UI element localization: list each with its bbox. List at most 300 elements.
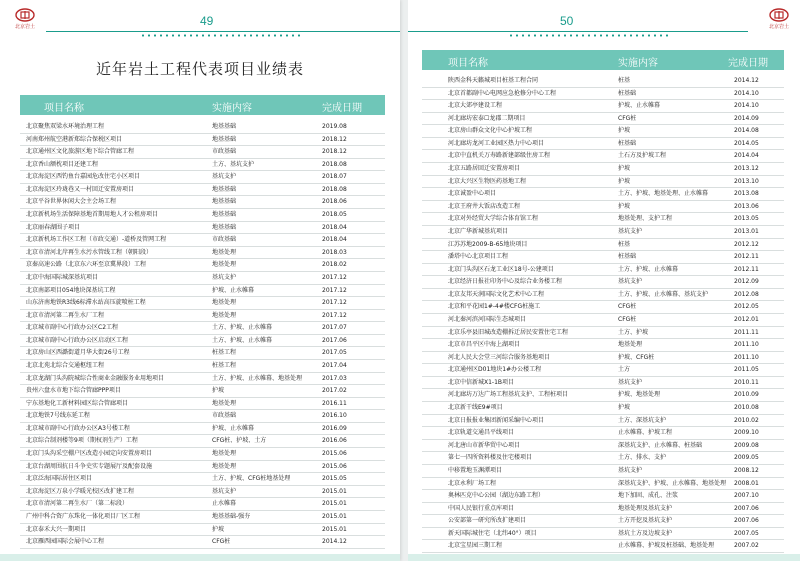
project-name-cell: 北京诚盈中心项目 xyxy=(448,190,497,198)
project-table-right xyxy=(422,75,784,553)
date-cell: 2010.08 xyxy=(734,404,759,412)
table-row xyxy=(422,478,784,491)
date-cell: 2012.09 xyxy=(734,278,759,286)
content-cell: 土方、深基坑支护 xyxy=(618,416,667,424)
date-cell: 2016.09 xyxy=(322,424,347,432)
table-row xyxy=(422,377,784,390)
project-name-cell: 河北唐山市新华贸中心项目 xyxy=(448,441,521,449)
table-row xyxy=(422,289,784,302)
content-cell: 地基处理 xyxy=(618,341,643,349)
content-cell: 土方、护坡、CFG桩地基处理 xyxy=(212,475,291,483)
content-cell: 土方、基坑支护 xyxy=(212,160,255,168)
project-name-cell: 河北廊坊龙河工业园区热力中心项目 xyxy=(448,139,545,147)
header-rule xyxy=(408,31,748,32)
table-row xyxy=(422,402,784,415)
date-cell: 2017.05 xyxy=(322,349,347,357)
project-name-cell: 北京海淀区玲珑巷又一村回迁安置房项目 xyxy=(26,185,135,193)
content-cell: 深基坑支护、止水帷幕、桩基础 xyxy=(618,441,703,449)
project-name-cell: 北京五路居回迁安置房项目 xyxy=(448,165,521,173)
content-cell: 桩基础 xyxy=(618,89,637,97)
content-cell: 地基处理 xyxy=(212,450,237,458)
date-cell: 2009.05 xyxy=(734,454,759,462)
date-cell: 2019.08 xyxy=(322,123,347,130)
project-name-cell: 北京南部项目054地块深基坑工程 xyxy=(26,286,116,294)
content-cell: 地基基础 xyxy=(212,223,237,231)
project-name-cell: 北京房山群众文化中心护坡工程 xyxy=(448,127,533,135)
date-cell: 2007.05 xyxy=(734,529,759,537)
footer-bar xyxy=(0,554,400,561)
date-cell: 2017.12 xyxy=(322,311,347,319)
header-rule xyxy=(46,31,400,32)
right-page xyxy=(408,0,800,561)
content-cell: 地基基础 xyxy=(212,135,237,143)
content-cell: CFG桩 xyxy=(212,538,231,546)
header-date: 完成日期 xyxy=(322,103,362,114)
date-cell: 2014.08 xyxy=(734,127,759,135)
project-name-cell: 北京市清河第二再生水厂（第二标段） xyxy=(26,500,129,508)
content-cell: CFG桩 xyxy=(618,315,637,323)
table-row xyxy=(20,134,385,147)
date-cell: 2009.10 xyxy=(734,429,759,437)
table-row xyxy=(422,339,784,352)
table-row xyxy=(20,347,385,360)
content-cell: 基坑支护 xyxy=(618,278,643,286)
table-row xyxy=(20,322,385,335)
content-cell: 护坡、CFG桩 xyxy=(618,353,655,361)
content-cell: 土方、护坡、止水帷幕 xyxy=(212,324,273,332)
project-name-cell: 北京大郊亭建设工程 xyxy=(448,102,503,110)
project-name-cell: 北京中信新城X1-1B项目 xyxy=(448,378,515,386)
project-name-cell: 北京中直机关万寿路新建部级住房工程 xyxy=(448,152,551,160)
date-cell: 2015.01 xyxy=(322,500,347,508)
page-title: 近年岩土工程代表项目业绩表 xyxy=(95,60,304,78)
table-row xyxy=(20,259,385,272)
date-cell: 2014.10 xyxy=(734,89,759,97)
table-row xyxy=(20,121,385,134)
project-name-cell: 北京对外经贸大学综合体育馆工程 xyxy=(448,215,539,223)
logo-text: 北京岩土 xyxy=(14,24,35,30)
content-cell: 地基处理 xyxy=(212,311,237,319)
date-cell: 2013.12 xyxy=(734,165,759,173)
content-cell: 地基基础 xyxy=(212,123,237,130)
content-cell: 护坡 xyxy=(618,127,631,135)
content-cell: 地基基础-强夯 xyxy=(212,512,251,520)
content-cell: 止水帷幕 xyxy=(212,500,237,508)
project-name-cell: 江苏苏地2009-B-65地块项目 xyxy=(448,240,528,248)
content-cell: 桩基础 xyxy=(618,139,637,147)
table-row xyxy=(20,398,385,411)
project-name-cell: 北京友邦天润国际文化艺术中心工程 xyxy=(448,290,545,298)
project-name-cell: 北京市清河北岸再生水污水管线工程（朝阳段） xyxy=(26,248,153,256)
project-name-cell: 北京中海国际城深基坑项目 xyxy=(26,273,99,281)
project-name-cell: 北京通州区文化旅游区地下综合管廊工程 xyxy=(26,148,135,156)
project-name-cell: 北京经济日报社印务中心及综合业务楼工程 xyxy=(448,278,563,286)
table-row xyxy=(20,410,385,423)
content-cell: 地基基础 xyxy=(212,185,237,193)
project-name-cell: 北京市昌平区中海上湖项目 xyxy=(448,341,521,349)
date-cell: 2017.03 xyxy=(322,374,347,382)
table-row xyxy=(422,264,784,277)
company-logo xyxy=(766,8,792,30)
content-cell: 地基基础 xyxy=(212,211,237,219)
content-cell: 市政基础 xyxy=(212,236,237,244)
header-date: 完成日期 xyxy=(728,58,768,69)
date-cell: 2011.05 xyxy=(734,366,759,374)
content-cell: 护坡、止水帷幕 xyxy=(212,286,255,294)
table-row xyxy=(20,448,385,461)
content-cell: 土方、护坡、止水帷幕 xyxy=(618,265,679,273)
project-name-cell: 贵州六盘水市地下综合管廊PPP项目 xyxy=(26,387,121,395)
date-cell: 2018.12 xyxy=(322,148,347,156)
content-cell: 市政基础 xyxy=(212,148,237,156)
project-name-cell: 奥林匹克中心公园（湖边东路工程） xyxy=(448,492,545,500)
table-header xyxy=(422,50,784,70)
project-name-cell: 北京台湖周围抗日斗争史实专题展厅及配套设施 xyxy=(26,462,153,470)
content-cell: 土方、护坡、止水帷幕 xyxy=(212,336,273,344)
project-name-cell: 河南郑州航空港新郑综合保税区项目 xyxy=(26,135,123,143)
date-cell: 2013.01 xyxy=(734,227,759,235)
project-name-cell: 山东济南地铁R3线6标滞水站高压旋喷桩工程 xyxy=(26,299,146,307)
date-cell: 2008.12 xyxy=(734,466,759,474)
table-row xyxy=(422,201,784,214)
project-name-cell: 北京首都副中心电网应急抢修分中心工程 xyxy=(448,89,557,97)
date-cell: 2014.05 xyxy=(734,139,759,147)
table-row xyxy=(422,88,784,101)
date-cell: 2012.08 xyxy=(734,290,759,298)
date-cell: 2009.08 xyxy=(734,441,759,449)
date-cell: 2014.04 xyxy=(734,152,759,160)
logo-mark-icon xyxy=(769,8,789,22)
table-row xyxy=(20,473,385,486)
project-name-cell: 北京门头沟采空棚户区改造小园定向安置房项目 xyxy=(26,450,153,458)
date-cell: 2014.09 xyxy=(734,114,759,122)
table-row xyxy=(20,524,385,537)
table-row xyxy=(20,184,385,197)
content-cell: 护坡、地基处理 xyxy=(618,391,661,399)
date-cell: 2014.12 xyxy=(322,538,347,546)
date-cell: 2017.04 xyxy=(322,361,347,369)
project-name-cell: 公安部第一研究所改扩建项目 xyxy=(448,517,527,525)
table-row xyxy=(20,536,385,549)
table-row xyxy=(422,251,784,264)
project-name-cell: 河北秦河滨河国际生态城项目 xyxy=(448,315,527,323)
project-name-cell: 北京宝星园三期工程 xyxy=(448,542,503,550)
table-row xyxy=(20,146,385,159)
date-cell: 2012.12 xyxy=(734,240,759,248)
table-row xyxy=(20,423,385,436)
date-cell: 2017.06 xyxy=(322,336,347,344)
project-name-cell: 北京轨道交通昌平线项目 xyxy=(448,429,515,437)
table-row xyxy=(20,385,385,398)
content-cell: 地基处理 xyxy=(212,299,237,307)
project-name-cell: 中国人民银行重点库项目 xyxy=(448,504,515,512)
table-row xyxy=(20,297,385,310)
table-row xyxy=(20,511,385,524)
date-cell: 2018.12 xyxy=(322,135,347,143)
table-row xyxy=(422,515,784,528)
date-cell: 2013.05 xyxy=(734,215,759,223)
date-cell: 2018.08 xyxy=(322,185,347,193)
date-cell: 2007.06 xyxy=(734,504,759,512)
project-table-left xyxy=(20,121,385,549)
header-content: 实施内容 xyxy=(212,103,252,114)
content-cell: 市政基础 xyxy=(212,412,237,420)
content-cell: 止水帷幕、护坡工程 xyxy=(618,429,673,437)
content-cell: 基坑土方及边坡支护 xyxy=(618,529,673,537)
header-project-name: 项目名称 xyxy=(44,103,84,114)
table-row xyxy=(20,247,385,260)
table-row xyxy=(422,352,784,365)
project-name-cell: 京秦高速公路（北京东六环至京冀界段）工程 xyxy=(26,261,147,269)
project-name-cell: 河北廊坊万达广场工程基坑支护、工程桩项目 xyxy=(448,391,569,399)
content-cell: CFG桩 xyxy=(618,303,637,311)
date-cell: 2011.10 xyxy=(734,353,759,361)
content-cell: CFG桩、护坡、土方 xyxy=(212,437,267,445)
content-cell: 护坡 xyxy=(212,525,225,533)
content-cell: 护坡 xyxy=(618,202,631,210)
table-row xyxy=(20,234,385,247)
date-cell: 2011.11 xyxy=(734,328,759,336)
date-cell: 2013.10 xyxy=(734,177,759,185)
table-row xyxy=(422,226,784,239)
content-cell: 土方开挖及基坑支护 xyxy=(618,517,673,525)
project-name-cell: 北京城市副中心行政办公区A3号楼工程 xyxy=(26,424,130,432)
table-row xyxy=(422,314,784,327)
project-name-cell: 北京和平花园1#-4#楼CFG桩施工 xyxy=(448,303,541,311)
project-name-cell: 北京市清河第二再生水厂工程 xyxy=(26,311,105,319)
project-name-cell: 北京房山区西潞街道月华大街26号工程 xyxy=(26,349,130,357)
date-cell: 2010.11 xyxy=(734,378,759,386)
table-row xyxy=(422,125,784,138)
table-row xyxy=(422,188,784,201)
table-row xyxy=(422,465,784,478)
project-name-cell: 北京城市副中心行政办公区启动区工程 xyxy=(26,336,129,344)
content-cell: 地下加固、成孔、注浆 xyxy=(618,492,679,500)
table-row xyxy=(20,498,385,511)
project-name-cell: 北京丽春湖围子项目 xyxy=(26,223,81,231)
content-cell: 土方、护坡、止水帷幕、地基处理 xyxy=(212,374,303,382)
date-cell: 2017.12 xyxy=(322,273,347,281)
table-row xyxy=(20,222,385,235)
date-cell: 2007.10 xyxy=(734,492,759,500)
table-row xyxy=(20,486,385,499)
content-cell: 基坑支护 xyxy=(212,273,237,281)
content-cell: 地基处理及基坑支护 xyxy=(618,504,673,512)
project-name-cell: 新天国际城住宅（北纬40°）项目 xyxy=(448,529,537,537)
content-cell: 土方、排水、支护 xyxy=(618,454,667,462)
table-row xyxy=(422,440,784,453)
content-cell: 地基处理 xyxy=(212,248,237,256)
date-cell: 2016.06 xyxy=(322,437,347,445)
project-name-cell: 北京北苑北综合交通枢纽工程 xyxy=(26,361,105,369)
content-cell: 基坑支护 xyxy=(212,173,237,181)
logo-mark-icon xyxy=(15,8,35,22)
project-name-cell: 北京海淀区万泉小学暖光校区改扩建工程 xyxy=(26,487,135,495)
content-cell: 土方、护坡、地基处理、止水帷幕 xyxy=(618,190,709,198)
table-row xyxy=(422,150,784,163)
date-cell: 2017.02 xyxy=(322,387,347,395)
date-cell: 2016.11 xyxy=(322,399,347,407)
table-row xyxy=(422,138,784,151)
table-row xyxy=(422,452,784,465)
date-cell: 2016.10 xyxy=(322,412,347,420)
table-row xyxy=(422,100,784,113)
content-cell: 基坑支护 xyxy=(618,227,643,235)
date-cell: 2015.05 xyxy=(322,475,347,483)
project-name-cell: 北京龙湖门头沟院城综合性商业金融服务业用地项目 xyxy=(26,374,165,382)
date-cell: 2010.09 xyxy=(734,391,759,399)
table-row xyxy=(422,276,784,289)
project-name-cell: 北京新机场生活保障基地首期用地人才公租房项目 xyxy=(26,211,159,219)
table-row xyxy=(20,196,385,209)
table-row xyxy=(20,360,385,373)
table-row xyxy=(20,272,385,285)
content-cell: 基坑支护 xyxy=(618,378,643,386)
date-cell: 2017.07 xyxy=(322,324,347,332)
content-cell: 深基坑支护、护坡、止水帷幕、地基处理 xyxy=(618,479,726,487)
table-row xyxy=(422,75,784,88)
date-cell: 2012.11 xyxy=(734,253,759,261)
content-cell: 桩基工程 xyxy=(212,349,237,357)
date-cell: 2017.12 xyxy=(322,299,347,307)
content-cell: 桩基 xyxy=(618,240,631,248)
table-row xyxy=(20,171,385,184)
project-name-cell: 北京通州区D01地块1#办公楼工程 xyxy=(448,366,542,374)
date-cell: 2018.04 xyxy=(322,223,347,231)
project-name-cell: 北京海淀区西钓鱼台嘉园危改住宅小区项目 xyxy=(26,173,141,181)
project-name-cell: 北京广华新城基坑项目 xyxy=(448,227,509,235)
date-cell: 2017.12 xyxy=(322,286,347,294)
table-row xyxy=(422,239,784,252)
project-name-cell: 北京大兴区生物医药基地工程 xyxy=(448,177,527,185)
project-name-cell: 北京新机场工作区工程（市政交通）-道桥及管网工程 xyxy=(26,236,167,244)
date-cell: 2010.02 xyxy=(734,416,759,424)
project-name-cell: 北京王府井大饭店改造工程 xyxy=(448,202,521,210)
date-cell: 2012.11 xyxy=(734,265,759,273)
date-cell: 2015.01 xyxy=(322,525,347,533)
table-row xyxy=(20,373,385,386)
project-name-cell: 北京乐亭县旧城改造棚拆迁居民安置住宅工程 xyxy=(448,328,569,336)
project-name-cell: 北京门头沟区石龙工业区18号-公建项目 xyxy=(448,265,554,273)
table-header xyxy=(20,95,385,115)
content-cell: 护坡 xyxy=(618,177,631,185)
project-name-cell: 中移置地玉渊潭项目 xyxy=(448,466,503,474)
date-cell: 2014.10 xyxy=(734,102,759,110)
content-cell: 护坡 xyxy=(212,387,225,395)
table-row xyxy=(422,427,784,440)
content-cell: 土方 xyxy=(618,366,631,374)
date-cell: 2013.06 xyxy=(734,202,759,210)
project-name-cell: 北京香山额枕项目还建工程 xyxy=(26,160,99,168)
project-name-cell: 北京日报报业集团新闻采编中心项目 xyxy=(448,416,545,424)
header-dots xyxy=(508,34,668,37)
project-name-cell: 北京泰禾大兴一期项目 xyxy=(26,525,87,533)
table-row xyxy=(20,335,385,348)
page-number: 49 xyxy=(200,14,214,28)
table-row xyxy=(422,490,784,503)
date-cell: 2012.05 xyxy=(734,303,759,311)
content-cell: 护坡、止水帷幕 xyxy=(618,102,661,110)
project-name-cell: 北京平谷世界休闲大会主会场工程 xyxy=(26,198,117,206)
header-content: 实施内容 xyxy=(618,58,658,69)
date-cell: 2018.07 xyxy=(322,173,347,181)
table-row xyxy=(422,301,784,314)
content-cell: CFG桩 xyxy=(618,114,637,122)
content-cell: 土石方及护坡工程 xyxy=(618,152,667,160)
footer-bar xyxy=(408,554,800,561)
content-cell: 桩基础 xyxy=(618,253,637,261)
table-row xyxy=(20,209,385,222)
content-cell: 桩基 xyxy=(618,77,631,84)
date-cell: 2013.08 xyxy=(734,190,759,198)
page-number: 50 xyxy=(560,14,574,28)
table-row xyxy=(422,213,784,226)
header-dots xyxy=(140,34,300,37)
table-row xyxy=(20,461,385,474)
table-row xyxy=(422,503,784,516)
table-row xyxy=(422,176,784,189)
project-name-cell: 广州中科合资广东珠化一体化项目厂区工程 xyxy=(26,512,141,520)
table-row xyxy=(422,163,784,176)
table-row xyxy=(20,285,385,298)
content-cell: 基坑支护 xyxy=(212,487,237,495)
project-name-cell: 北京永利厂场工程 xyxy=(448,479,497,487)
content-cell: 地基处理、支护工程 xyxy=(618,215,673,223)
date-cell: 2008.01 xyxy=(734,479,759,487)
project-name-cell: 北京泛海国际居住区项目 xyxy=(26,475,93,483)
date-cell: 2014.12 xyxy=(734,77,759,84)
project-name-cell: 北京城市副中心行政办公区C2工程 xyxy=(26,324,119,332)
project-name-cell: 陕西金科天籁城项目桩基工程合同 xyxy=(448,77,539,84)
date-cell: 2018.08 xyxy=(322,160,347,168)
date-cell: 2011.10 xyxy=(734,341,759,349)
table-row xyxy=(422,389,784,402)
table-row xyxy=(422,528,784,541)
project-name-cell: 潘塔中心北京项目工程 xyxy=(448,253,509,261)
date-cell: 2015.01 xyxy=(322,512,347,520)
header-project-name: 项目名称 xyxy=(448,58,488,69)
content-cell: 地基基础 xyxy=(212,198,237,206)
date-cell: 2018.06 xyxy=(322,198,347,206)
project-name-cell: 河北人民大会堂三河综合服务基地项目 xyxy=(448,353,551,361)
date-cell: 2018.04 xyxy=(322,236,347,244)
content-cell: 护坡 xyxy=(618,404,631,412)
table-row xyxy=(422,327,784,340)
table-row xyxy=(20,159,385,172)
date-cell: 2015.06 xyxy=(322,450,347,458)
project-name-cell: 第七一四所资料楼及住宅楼项目 xyxy=(448,454,533,462)
date-cell: 2015.06 xyxy=(322,462,347,470)
content-cell: 护坡 xyxy=(618,165,631,173)
content-cell: 土方、护坡、止水帷幕、基坑支护 xyxy=(618,290,709,298)
date-cell: 2007.06 xyxy=(734,517,759,525)
table-row xyxy=(422,364,784,377)
table-row xyxy=(422,540,784,553)
date-cell: 2018.05 xyxy=(322,211,347,219)
table-row xyxy=(422,113,784,126)
date-cell: 2007.02 xyxy=(734,542,759,550)
company-logo xyxy=(12,8,38,30)
content-cell: 土方、护坡 xyxy=(618,328,649,336)
content-cell: 桩基工程 xyxy=(212,361,237,369)
date-cell: 2015.01 xyxy=(322,487,347,495)
table-row xyxy=(20,310,385,323)
date-cell: 2018.02 xyxy=(322,261,347,269)
content-cell: 地基处理 xyxy=(212,399,237,407)
content-cell: 地基处理 xyxy=(212,261,237,269)
project-name-cell: 北京地铁7号线东延工程 xyxy=(26,412,90,420)
logo-text: 北京岩土 xyxy=(768,24,789,30)
